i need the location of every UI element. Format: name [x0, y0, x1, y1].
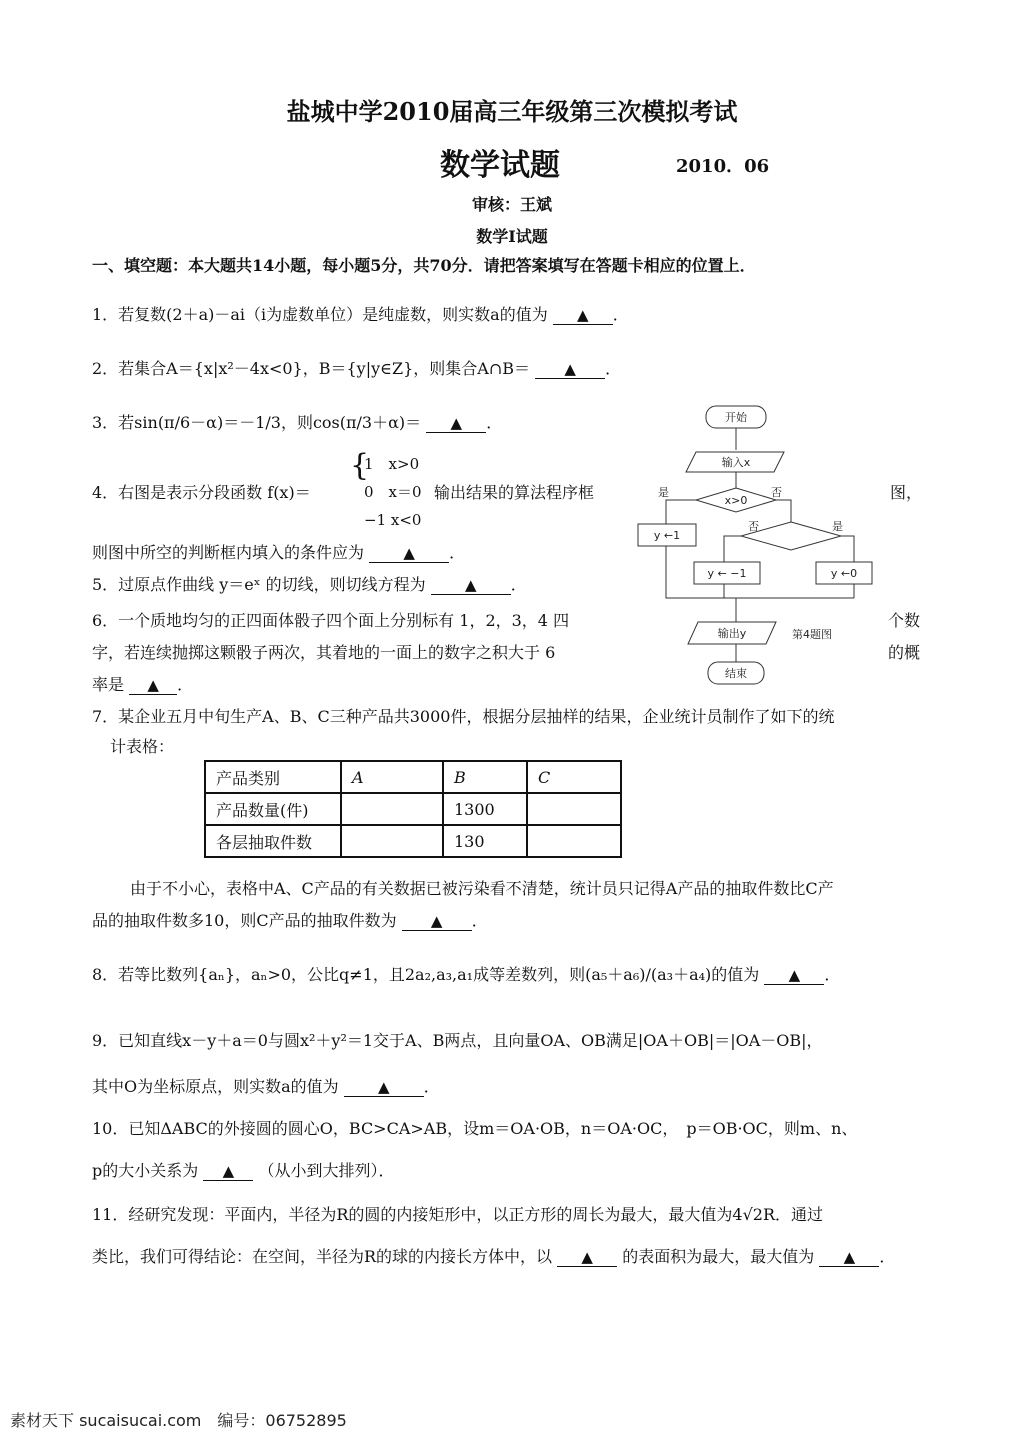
question-6-line2: 字，若连续抛掷这颗骰子两次，其着地的一面上的数字之积大于 6: [92, 643, 556, 662]
brace: {: [350, 448, 370, 483]
answer-blank: ▲: [203, 1162, 253, 1181]
table-cell: 130: [443, 825, 527, 857]
case: 0 x＝0: [364, 483, 422, 501]
question-4-text: 4．右图是表示分段函数 f(x)＝: [92, 483, 311, 502]
answer-blank: ▲: [402, 912, 472, 931]
question-4-side: 图，: [890, 483, 923, 502]
question-7-line2: 计表格：: [110, 737, 175, 756]
part-title: 数学Ⅰ试题: [476, 227, 548, 246]
question-5-text: 5．过原点作曲线 y＝eˣ 的切线，则切线方程为: [92, 575, 426, 594]
answer-blank: ▲: [369, 544, 449, 563]
fc-no2: 否: [748, 520, 759, 533]
table-cell: 1300: [443, 793, 527, 825]
table-cell: 产品类别: [205, 761, 341, 793]
answer-blank: ▲: [129, 676, 177, 695]
fc-assign3: y ←0: [830, 567, 858, 580]
question-3-text: 3．若sin(π/6－α)＝－1/3，则cos(π/3＋α)＝: [92, 413, 422, 432]
fc-no1: 否: [771, 486, 782, 499]
question-7-line3: 由于不小心，表格中A、C产品的有关数据已被污染看不清楚，统计员只记得A产品的抽取件数比C产: [130, 879, 834, 898]
question-2: 2．若集合A＝{x|x²－4x<0}，B＝{y|y∈Z}，则集合A∩B＝ ▲ ．: [92, 359, 622, 378]
fc-caption: 第4题图: [792, 628, 832, 641]
question-7-line4: 品的抽取件数多10，则C产品的抽取件数为 ▲ ．: [92, 911, 488, 930]
question-11: 11．经研究发现：平面内，半径为R的圆的内接矩形中，以正方形的周长为最大，最大值为4√2R．通过: [92, 1205, 824, 1224]
question-4-line2: 则图中所空的判断框内填入的条件应为 ▲ ．: [92, 543, 466, 562]
table-cell: [341, 825, 443, 857]
question-1: 1．若复数(2＋a)－ai（i为虚数单位）是纯虚数，则实数a的值为 ▲ ．: [92, 305, 629, 324]
table-cell: [341, 793, 443, 825]
piecewise-cases: [364, 450, 422, 534]
table-header-row: [205, 761, 621, 793]
question-9: 9．已知直线x－y＋a＝0与圆x²＋y²＝1交于A、B两点，且向量OA、OB满足|OA＋OB|＝|OA－OB|，: [92, 1031, 823, 1050]
question-10-text3: （从小到大排列）．: [258, 1161, 395, 1180]
question-10-text2: p的大小关系为: [92, 1161, 199, 1180]
question-7-text4: 品的抽取件数多10，则C产品的抽取件数为: [92, 911, 397, 930]
answer-blank: ▲: [535, 360, 605, 379]
question-6-text3: 率是: [92, 675, 125, 694]
question-6-line3: 率是 ▲ ．: [92, 675, 194, 694]
fc-start: 开始: [725, 411, 747, 424]
flowchart-diagram: [636, 400, 906, 690]
question-9-text2: 其中O为坐标原点，则实数a的值为: [92, 1077, 339, 1096]
answer-blank: ▲: [764, 966, 824, 985]
question-9-line2: 其中O为坐标原点，则实数a的值为 ▲ ．: [92, 1077, 440, 1096]
question-6: 6．一个质地均匀的正四面体骰子四个面上分别标有 1，2，3，4 四: [92, 611, 570, 630]
exam-title: 盐城中学2010届高三年级第三次模拟考试: [286, 97, 738, 126]
fc-assign2: y ← −1: [707, 567, 747, 580]
table-cell: A: [341, 761, 443, 793]
case: 1 x>0: [364, 455, 420, 473]
question-4-text2: 则图中所空的判断框内填入的条件应为: [92, 543, 365, 562]
fc-assign1: y ←1: [653, 529, 681, 542]
section-heading: 一、填空题：本大题共14小题，每小题5分，共70分．请把答案填写在答题卡相应的位置上．: [92, 256, 756, 275]
fc-cond: x>0: [724, 494, 748, 507]
question-10-line2: [92, 1158, 394, 1181]
case: −1 x<0: [364, 511, 422, 529]
question-2-text: 2．若集合A＝{x|x²－4x<0}，B＝{y|y∈Z}，则集合A∩B＝: [92, 359, 531, 378]
table-cell: 产品数量(件): [205, 793, 341, 825]
question-7: 7．某企业五月中旬生产A、B、C三种产品共3000件，根据分层抽样的结果，企业统计员制作了如下的统: [92, 707, 835, 726]
fc-output: 输出y: [717, 627, 747, 640]
product-table: [204, 760, 622, 858]
table-row: [205, 793, 621, 825]
exam-date: 2010．06: [676, 156, 770, 177]
question-3: 3．若sin(π/6－α)＝－1/3，则cos(π/3＋α)＝ ▲ ．: [92, 413, 503, 432]
question-8: 8．若等比数列{aₙ}，aₙ>0，公比q≠1，且2a₂,a₃,a₁成等差数列，则(a₅＋a₆)/(a₃＋a₄)的值为 ▲ ．: [92, 965, 841, 984]
subject-title: 数学试题: [440, 148, 560, 183]
table-cell: [527, 825, 621, 857]
table-cell: B: [443, 761, 527, 793]
table-cell: [527, 793, 621, 825]
question-6-side2: 的概: [888, 643, 921, 662]
question-4: [92, 480, 311, 503]
question-11-line2: 类比，我们可得结论：在空间，半径为R的球的内接长方体中，以 ▲ 的表面积为最大，最大值为 ▲ ．: [92, 1247, 896, 1266]
answer-blank: ▲: [819, 1248, 879, 1267]
fc-yes2: 是: [832, 520, 843, 533]
fc-end: 结束: [725, 667, 747, 680]
answer-blank: ▲: [553, 306, 613, 325]
reviewer: 审核：王斌: [471, 195, 552, 214]
answer-blank: ▲: [557, 1248, 617, 1267]
question-6-side1: 个数: [888, 611, 921, 630]
question-5: 5．过原点作曲线 y＝eˣ 的切线，则切线方程为 ▲ ．: [92, 575, 527, 594]
fc-yes1: 是: [658, 486, 669, 499]
watermark-footer: 素材天下 sucaisucai.com 编号：06752895: [10, 1411, 347, 1430]
table-cell: 各层抽取件数: [205, 825, 341, 857]
question-1-text: 1．若复数(2＋a)－ai（i为虚数单位）是纯虚数，则实数a的值为: [92, 305, 548, 324]
question-10: 10．已知ΔABC的外接圆的圆心O，BC>CA>AB，设m＝OA·OB，n＝OA·OC， p＝OB·OC，则m、n、: [92, 1119, 858, 1138]
question-8-text: 8．若等比数列{aₙ}，aₙ>0，公比q≠1，且2a₂,a₃,a₁成等差数列，则(a₅＋a₆)/(a₃＋a₄)的值为: [92, 965, 760, 984]
fc-input: 输入x: [721, 456, 751, 469]
table-cell: C: [527, 761, 621, 793]
answer-blank: ▲: [426, 414, 486, 433]
question-4-cont: 输出结果的算法程序框: [434, 483, 595, 502]
answer-blank: ▲: [344, 1078, 424, 1097]
question-11-text3: 的表面积为最大，最大值为: [622, 1247, 815, 1266]
question-11-text2: 类比，我们可得结论：在空间，半径为R的球的内接长方体中，以: [92, 1247, 553, 1266]
table-row: [205, 825, 621, 857]
answer-blank: ▲: [431, 576, 511, 595]
